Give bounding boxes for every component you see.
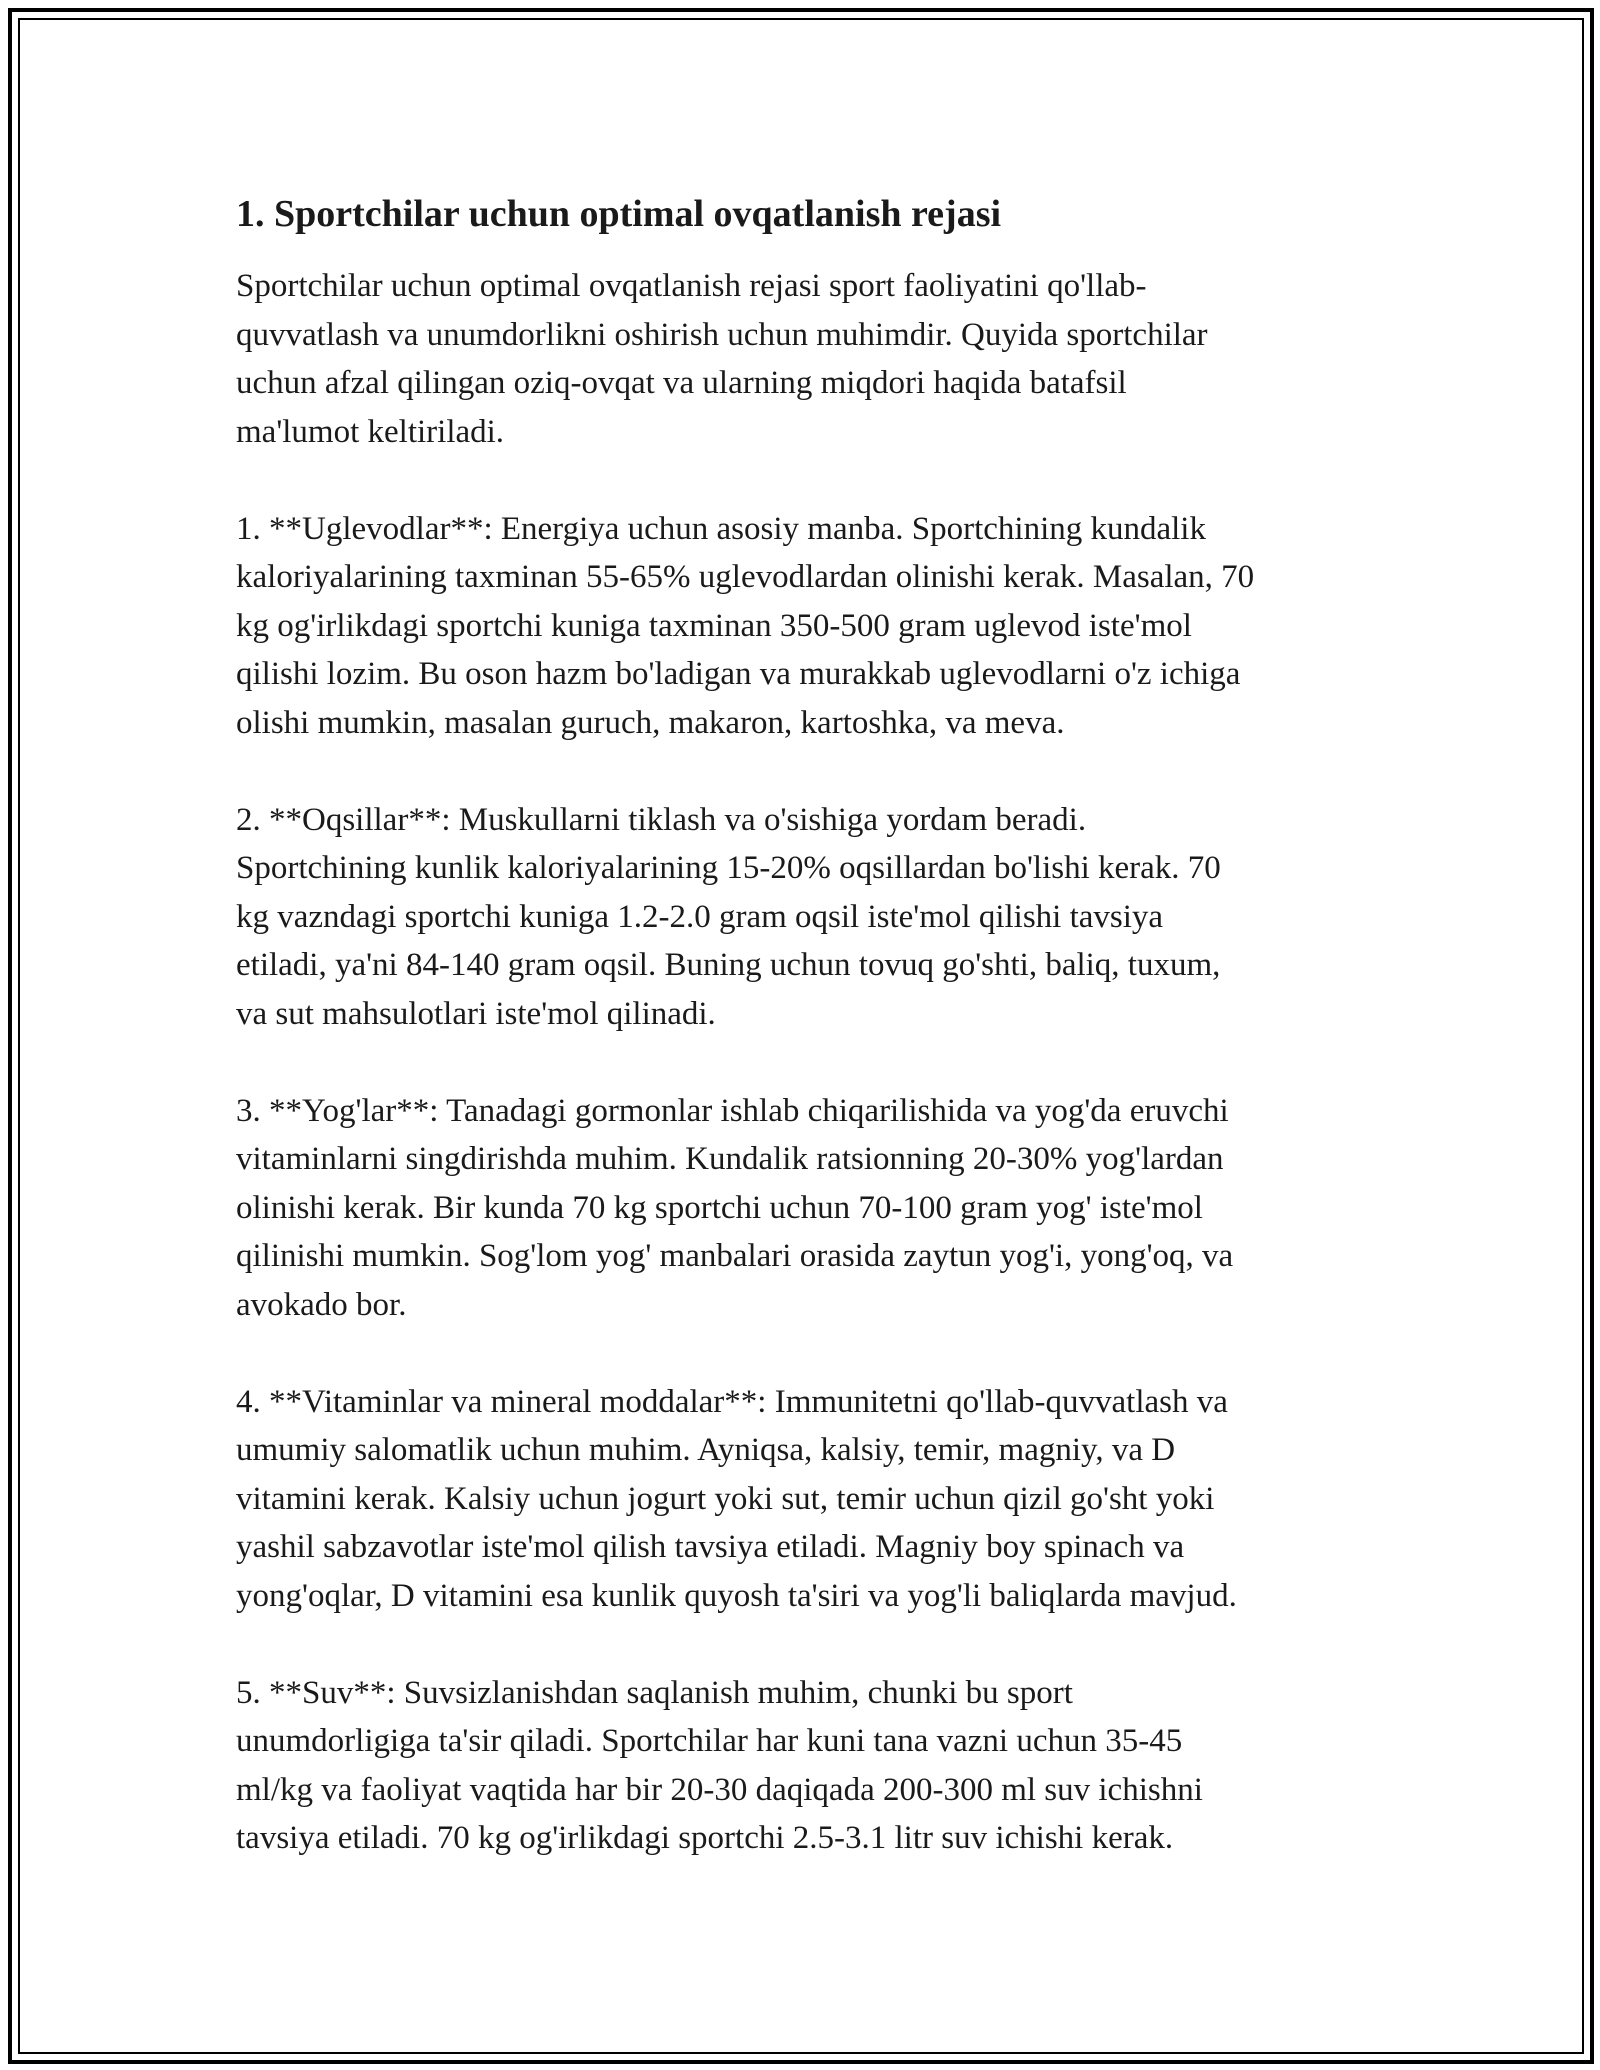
list-item-water: 5. **Suv**: Suvsizlanishdan saqlanish muhim, chunki bu sport unumdorligiga ta'sir qiladi. Sportchilar har kuni tana vazni uchun 35-45 ml/kg va faoliyat vaqtida har bir 20-30 daqiqada 200-300 ml suv ichishni tavsiya etiladi. 70 kg og'irlikdagi sportchi 2.5-3.1 litr suv ichishi kerak. xyxy=(236,1674,1203,1856)
list-item-proteins: 2. **Oqsillar**: Muskullarni tiklash va o'sishiga yordam beradi. Sportchining kunlik kaloriyalarining 15-20% oqsillardan bo'lishi kerak. 70 kg vazndagi sportchi kuniga 1.2-2.0 gram oqsil iste'mol qilishi tavsiya etiladi, ya'ni 84-140 gram oqsil. Buning uchun tovuq go'shti, baliq, tuxum, va sut mahsulotlari iste'mol qilinadi. xyxy=(236,801,1221,1032)
document-body xyxy=(236,186,1386,1911)
intro-paragraph: Sportchilar uchun optimal ovqatlanish rejasi sport faoliyatini qo'llab- quvvatlash va unumdorlikni oshirish uchun muhimdir. Quyida sportchilar uchun afzal qilingan oziq-ovqat va ularning miqdori haqida batafsil ma'lumot keltiriladi. xyxy=(236,268,1208,450)
document-title: 1. Sportchilar uchun optimal ovqatlanish rejasi xyxy=(236,193,1002,235)
list-item-vitamins-minerals: 4. **Vitaminlar va mineral moddalar**: Immunitetni qo'llab-quvvatlash va umumiy salomatlik uchun muhim. Ayniqsa, kalsiy, temir, magniy, va D vitamini kerak. Kalsiy uchun jogurt yoki sut, temir uchun qizil go'sht yoki yashil sabzavotlar iste'mol qilish tavsiya etiladi. Magniy boy spinach va yong'oqlar, D vitamini esa kunlik quyosh ta'siri va yog'li baliqlarda mavjud. xyxy=(236,1383,1237,1614)
list-item-fats: 3. **Yog'lar**: Tanadagi gormonlar ishlab chiqarilishida va yog'da eruvchi vitaminlarni singdirishda muhim. Kundalik ratsionning 20-30% yog'lardan olinishi kerak. Bir kunda 70 kg sportchi uchun 70-100 gram yog' iste'mol qilinishi mumkin. Sog'lom yog' manbalari orasida zaytun yog'i, yong'oq, va avokado bor. xyxy=(236,1092,1234,1323)
list-item-carbohydrates: 1. **Uglevodlar**: Energiya uchun asosiy manba. Sportchining kundalik kaloriyalarining taxminan 55-65% uglevodlardan olinishi kerak. Masalan, 70 kg og'irlikdagi sportchi kuniga taxminan 350-500 gram uglevod iste'mol qilishi lozim. Bu oson hazm bo'ladigan va murakkab uglevodlarni o'z ichiga olishi mumkin, masalan guruch, makaron, kartoshka, va meva. xyxy=(236,510,1255,741)
